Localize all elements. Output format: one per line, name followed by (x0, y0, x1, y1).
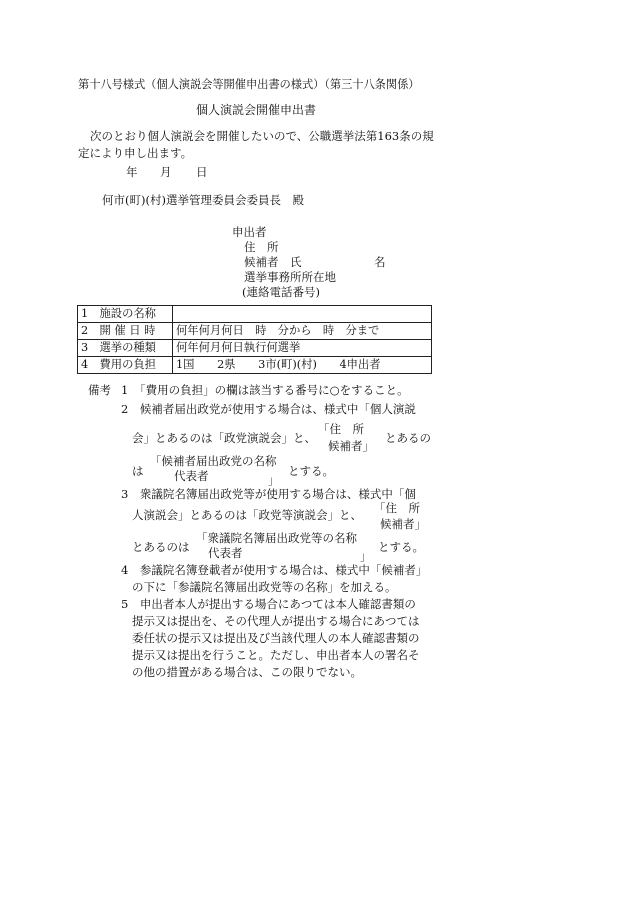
table-row (78, 357, 432, 374)
applicant-address: 住 所 (244, 240, 279, 254)
table-row (78, 323, 432, 340)
note-5-line-1: 5 申出者本人が提出する場合にあつては本人確認書類の (121, 597, 416, 611)
applicant-candidate: 候補者 氏 (244, 255, 302, 269)
form-header: 第十八号様式（個人演説会等開催申出書の様式）（第三十八条関係） (78, 78, 420, 91)
note-4-line-1: 4 参議院名簿登載者が使用する場合は、様式中「候補者」 (121, 563, 428, 577)
date-year: 年 (126, 165, 138, 179)
table-label: 4 費用の負担 (78, 357, 173, 374)
table-value: 何年何月何日執行何選挙 (173, 340, 432, 357)
note-5-line-3: 委任状の提示又は提出及び当該代理人の本人確認書類の (132, 631, 420, 645)
note-2-brace2-bottom: 代表者 (174, 469, 209, 483)
note-3-brace-top: 「住 所 (374, 501, 420, 515)
note-2-line-2b: とあるの (385, 431, 431, 445)
note-3-brace2-top: 「衆議院名簿届出政党等の名称 (196, 531, 357, 545)
document-title: 個人演説会開催申出書 (196, 103, 317, 117)
note-2-line-2a: 会」とあるのは「政党演説会」と、 (132, 431, 316, 445)
note-5-line-2: 提示又は提出を、その代理人が提出する場合にあつては (132, 614, 420, 628)
applicant-candidate-row (232, 255, 386, 270)
table-row (78, 306, 432, 323)
date-month: 月 (160, 165, 172, 179)
note-3-brace-bottom: 候補者」 (380, 517, 426, 531)
note-3-line-3b: とする。 (378, 540, 424, 554)
details-table (77, 305, 432, 374)
applicant-block (232, 225, 386, 300)
note-2-brace2-top: 「候補者届出政党の名称 (150, 454, 277, 468)
date-day: 日 (196, 165, 208, 179)
note-3-brace2-close: 」 (360, 549, 372, 563)
intro-paragraph: 次のとおり個人演説会を開催したいので、公職選挙法第163条の規定により申し出ます。 (78, 129, 434, 160)
note-5-line-4: 提示又は提出を行うこと。ただし、申出者本人の署名そ (132, 648, 420, 662)
notes-heading: 備考 (88, 383, 111, 397)
table-value (173, 306, 432, 323)
addressee: 何市(町)(村)選挙管理委員会委員長 殿 (102, 193, 304, 207)
table-value: 何年何月何日 時 分から 時 分まで (173, 323, 432, 340)
note-2-brace2-close: 」 (268, 473, 280, 487)
note-2-brace-top: 「住 所 (318, 422, 364, 436)
applicant-name-suffix: 名 (374, 255, 386, 269)
table-label: 1 施設の名称 (78, 306, 173, 323)
note-4-line-2: の下に「参議院名簿届出政党等の名称」を加える。 (132, 580, 397, 594)
table-value: 1国 2県 3市(町)(村) 4申出者 (173, 357, 432, 374)
note-2-brace-bottom: 候補者」 (328, 439, 374, 453)
table-label: 2 開 催 日 時 (78, 323, 173, 340)
note-3-line-1: 3 衆議院名簿届出政党等が使用する場合は、様式中「個 (121, 487, 416, 501)
note-3-line-3a: とあるのは (132, 540, 190, 554)
applicant-label: 申出者 (232, 225, 267, 239)
applicant-office: 選挙事務所所在地 (244, 270, 336, 284)
note-1: 1 「費用の負担」の欄は該当する番号に○をすること。 (121, 383, 409, 397)
table-label: 3 選挙の種類 (78, 340, 173, 357)
applicant-phone: (連絡電話番号) (242, 285, 320, 299)
note-2-line-3b: とする。 (288, 464, 334, 478)
note-3-line-2a: 人演説会」とあるのは「政党等演説会」と、 (132, 508, 362, 522)
table-row (78, 340, 432, 357)
note-2-line-3a: は (132, 464, 144, 478)
note-5-line-5: の他の措置がある場合は、この限りでない。 (132, 665, 362, 679)
note-3-brace2-bottom: 代表者 (208, 546, 243, 560)
note-2-line-1: 2 候補者届出政党が使用する場合は、様式中「個人演説 (121, 402, 416, 416)
